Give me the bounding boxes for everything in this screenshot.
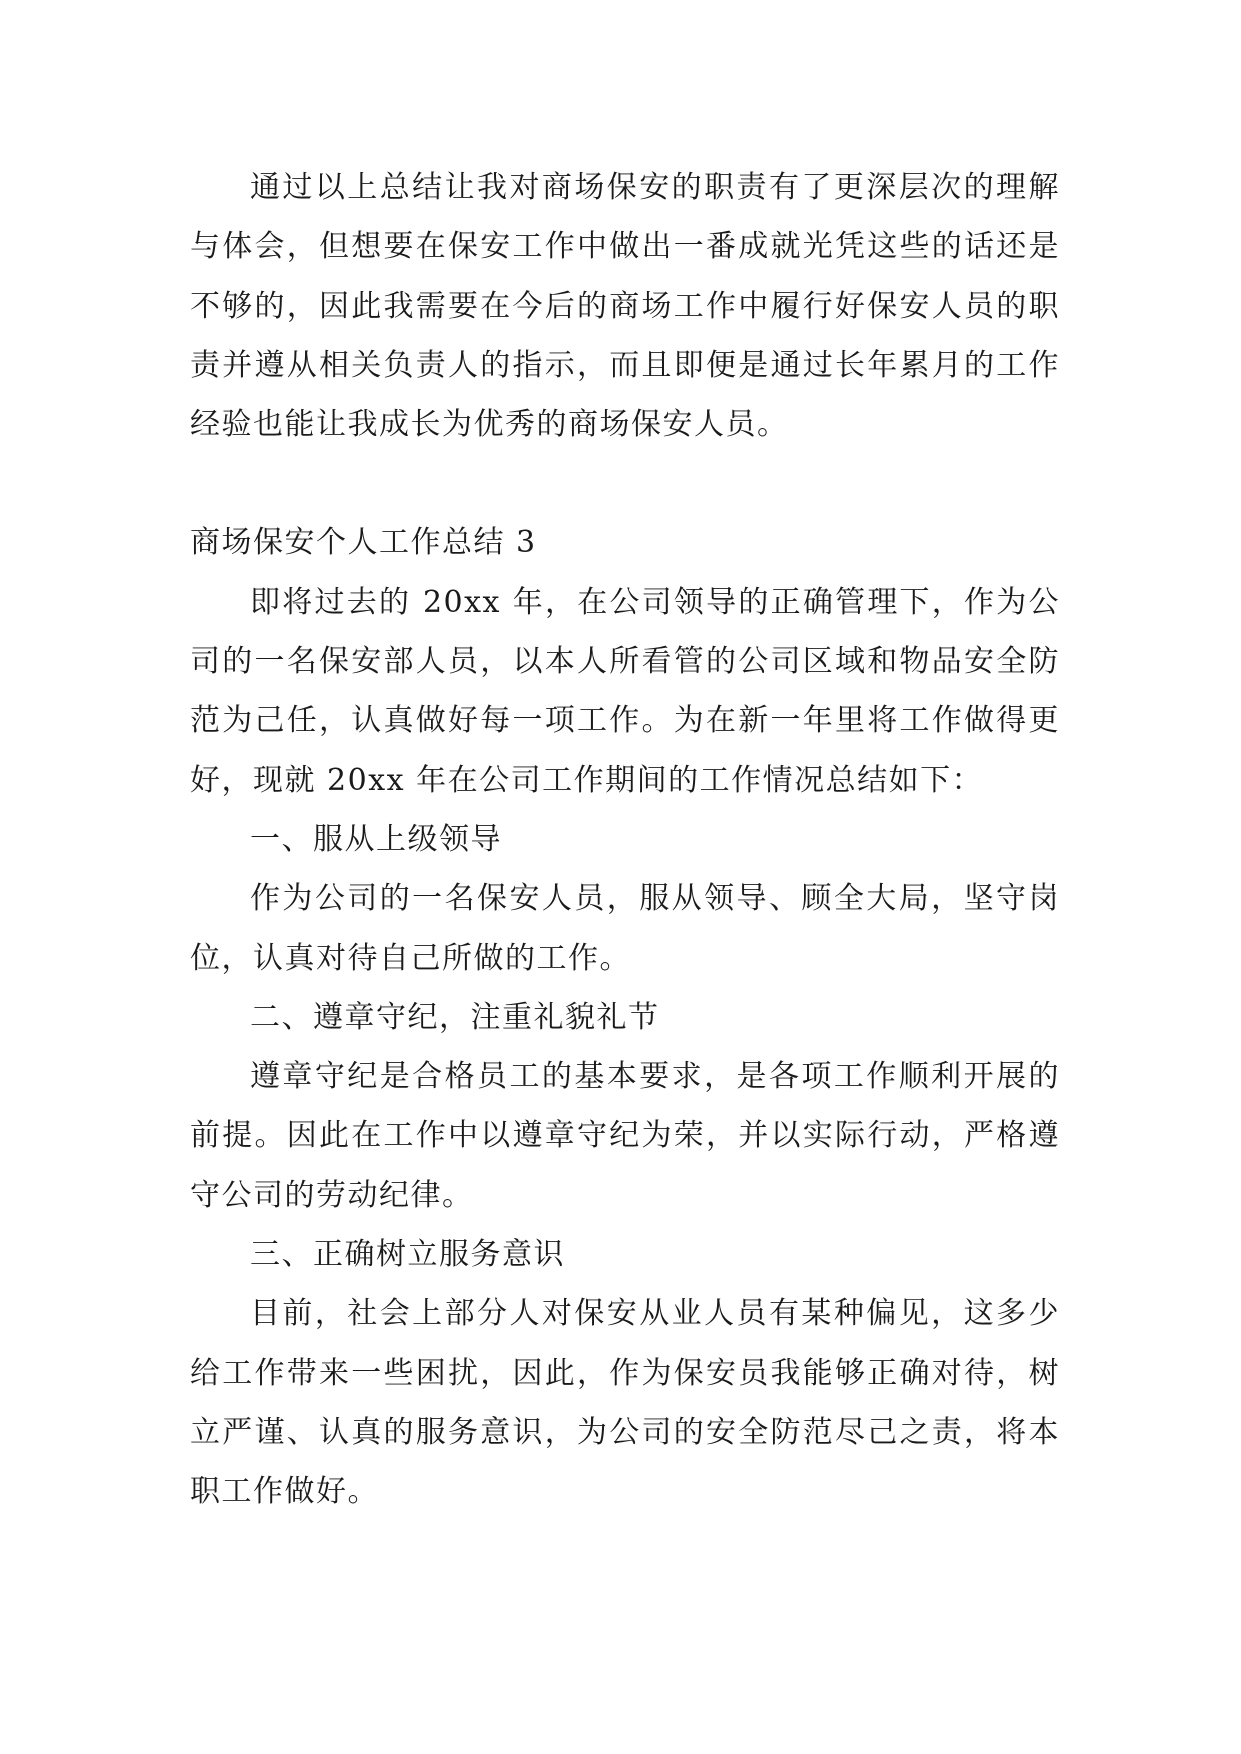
intro-paragraph: 通过以上总结让我对商场保安的职责有了更深层次的理解与体会，但想要在保安工作中做出一番成就光凭这些的话还是不够的，因此我需要在今后的商场工作中履行好保安人员的职责并遵从相关负责人的指示，而且即便是通过长年累月的工作经验也能让我成长为优秀的商场保安人员。 (190, 170, 1060, 443)
opening-paragraph: 即将过去的 20xx 年，在公司领导的正确管理下，作为公司的一名保安部人员，以本人所看管的公司区域和物品安全防范为己任，认真做好每一项工作。为在新一年里将工作做得更好，现就 20xx 年在公司工作期间的工作情况总结如下： (190, 584, 1060, 798)
section-body-3: 目前，社会上部分人对保安从业人员有某种偏见，这多少给工作带来一些困扰，因此，作为保安员我能够正确对待，树立严谨、认真的服务意识，为公司的安全防范尽己之责，将本职工作做好。 (190, 1296, 1060, 1510)
paragraph-spacer (190, 454, 1060, 513)
section-heading-3: 三、正确树立服务意识 (250, 1237, 565, 1273)
section-title: 商场保安个人工作总结 3 (190, 525, 537, 561)
section-heading-2: 二、遵章守纪，注重礼貌礼节 (250, 999, 660, 1035)
section-body-1: 作为公司的一名保安人员，服从领导、顾全大局，坚守岗位，认真对待自己所做的工作。 (190, 881, 1060, 976)
section-heading-1: 一、服从上级领导 (250, 821, 502, 857)
document-body (190, 158, 1060, 1522)
section-body-2: 遵章守纪是合格员工的基本要求，是各项工作顺利开展的前提。因此在工作中以遵章守纪为荣，并以实际行动，严格遵守公司的劳动纪律。 (190, 1059, 1060, 1213)
